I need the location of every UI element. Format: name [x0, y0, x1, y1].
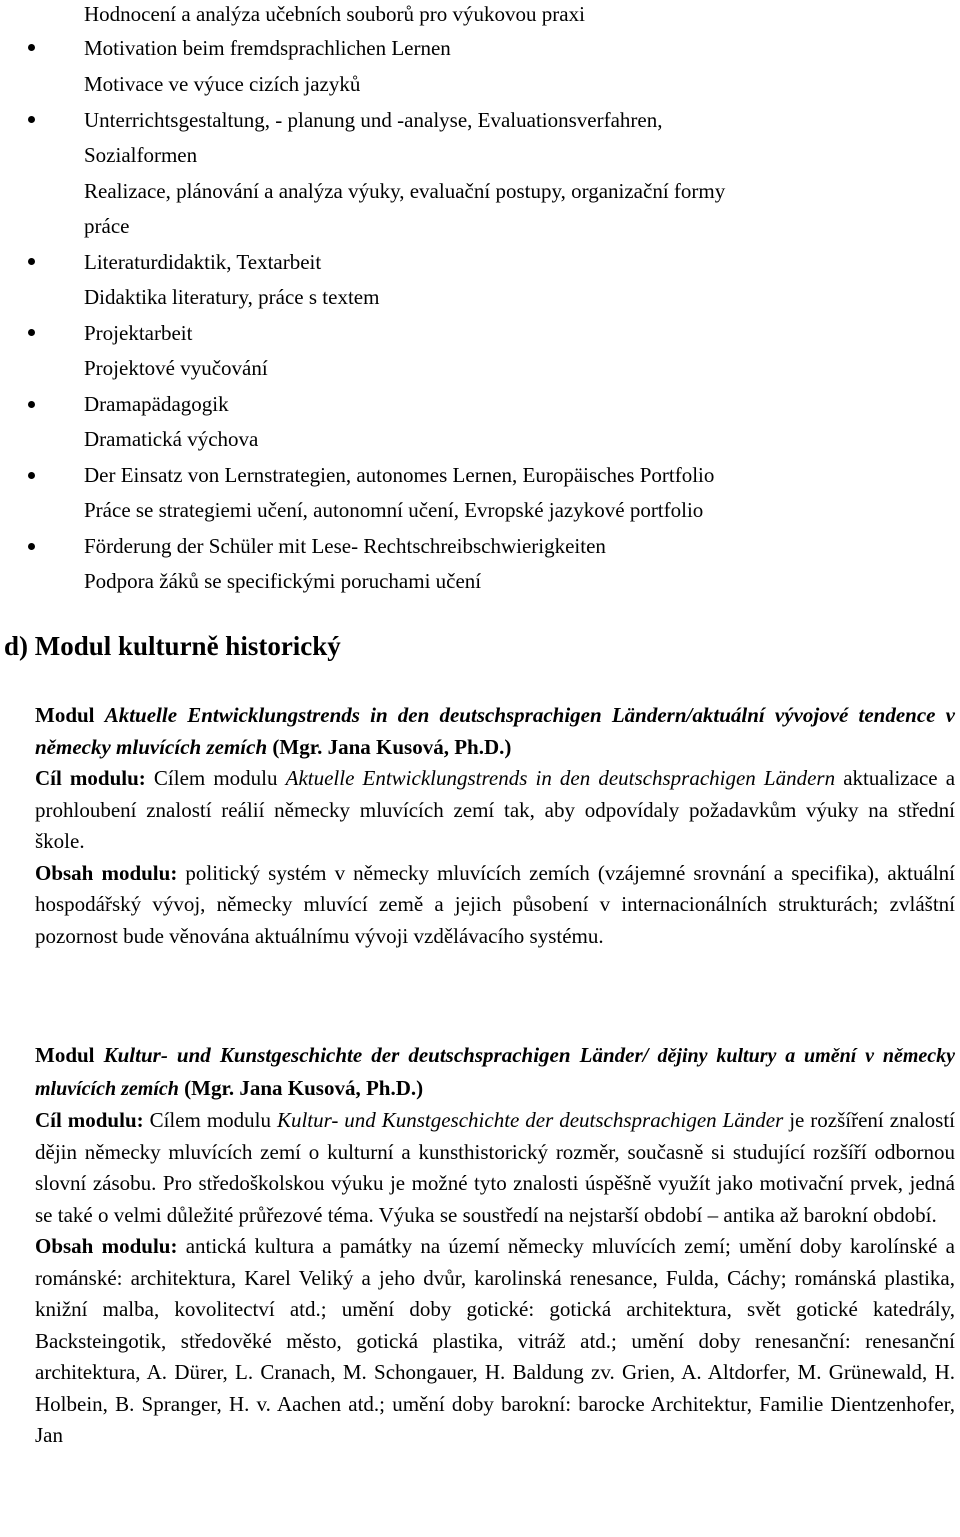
list-item: Podpora žáků se specifickými poruchami učení: [84, 569, 482, 593]
list-item: Hodnocení a analýza učebních souborů pro výukovou praxi: [84, 2, 585, 26]
goal-label: Cíl modulu:: [35, 1108, 144, 1132]
module-title: [35, 1040, 955, 1105]
module-goal: [35, 1105, 955, 1231]
list-item: Der Einsatz von Lernstrategien, autonomes Lernen, Europäisches Portfolio: [84, 463, 715, 487]
list-item: Unterrichtsgestaltung, - planung und -analyse, Evaluationsverfahren,: [84, 108, 663, 132]
modul-word: Modul: [35, 1043, 95, 1067]
list-item: Realizace, plánování a analýza výuky, evaluační postupy, organizační formy: [84, 179, 726, 203]
list-item: Literaturdidaktik, Textarbeit: [84, 250, 322, 274]
content-text: antická kultura a památky na území německy mluvících zemí; umění doby karolínské a románské: architektura, Karel Veliký a jeho dvůr, karolinská renesance, Fulda, Cáchy; románská plastika, knižní malba, kovolitectví atd.; umění doby gotické: gotická architektura, svět gotické katedrály, Backsteingotik, středověké město, gotická plastika, vitráž atd.; umění doby renesanční: renesanční architektura, A. Dürer, L. Cranach, M. Schongauer, H. Baldung zv. Grien, A. Altdorfer, M. Grünewald, H. Holbein, B. Spranger, H. v. Aachen atd.; umění doby barokní: barocke Architektur, Familie Dientzenhofer, Jan: [35, 1234, 955, 1447]
list-item: Dramatická výchova: [84, 427, 259, 451]
modul-word: Modul: [35, 703, 95, 727]
module-teacher: (Mgr. Jana Kusová, Ph.D.): [272, 734, 512, 759]
goal-label: Cíl modulu:: [35, 766, 146, 790]
list-item: Projektové vyučování: [84, 356, 268, 380]
section-heading: d) Modul kulturně historický: [4, 631, 341, 661]
list-item: Dramapädagogik: [84, 392, 229, 416]
list-item: Förderung der Schüler mit Lese- Rechtschreibschwierigkeiten: [84, 534, 606, 558]
content-label: Obsah modulu:: [35, 1234, 178, 1258]
module-title-text: Aktuelle Entwicklungstrends in den deutschsprachigen Ländern/aktuální vývojové tendence v německy mluvících zemích: [35, 703, 956, 759]
module-content: [35, 858, 955, 953]
module-teacher: (Mgr. Jana Kusová, Ph.D.): [184, 1075, 424, 1100]
bullet-icon: [28, 472, 35, 479]
content-label: Obsah modulu:: [35, 860, 178, 885]
bullet-icon: [28, 401, 35, 408]
module-title: [35, 700, 955, 763]
list-item: práce: [84, 214, 130, 238]
list-item: Motivation beim fremdsprachlichen Lernen: [84, 36, 451, 60]
goal-pre: Cílem modulu: [153, 766, 278, 790]
module-aktuelle-trends: [35, 700, 955, 952]
goal-title: Kultur- und Kunstgeschichte der deutschsprachigen Länder: [276, 1108, 784, 1132]
list-item: Motivace ve výuce cizích jazyků: [84, 72, 361, 96]
module-title-text: Kultur- und Kunstgeschichte der deutschsprachigen Länder/: [103, 1043, 649, 1067]
bullet-icon: [28, 543, 35, 550]
module-title-cz: dějiny kultury a umění v německy mluvících zemích: [35, 1045, 956, 1100]
list-item: Didaktika literatury, práce s textem: [84, 285, 380, 309]
goal-text: je rozšíření znalostí dějin německy mluvících zemí o kulturní a kunsthistorický rozměr, současně si studující rozšíří odbornou slovní zásobu. Pro středoškolskou výuku je možné tyto znalosti úspěšně využít jako motivační prvek, jedná se také o velmi důležité průřezové téma. Výuka se soustředí na nejstarší období – antika až barokní období.: [35, 1108, 956, 1227]
goal-title: Aktuelle Entwicklungstrends in den deutschsprachigen Ländern: [285, 766, 836, 790]
module-kultur-kunstgeschichte: [35, 1040, 955, 1452]
list-item: Práce se strategiemi učení, autonomní učení, Evropské jazykové portfolio: [84, 498, 704, 522]
module-content: [35, 1231, 955, 1452]
module-goal: [35, 763, 955, 858]
list-item: Sozialformen: [84, 143, 198, 167]
bullet-icon: [28, 116, 35, 123]
bullet-icon: [28, 329, 35, 336]
bullet-icon: [28, 258, 35, 265]
bullet-icon: [28, 44, 35, 51]
list-item: Projektarbeit: [84, 321, 193, 345]
content-text: politický systém v německy mluvících zemích (vzájemné srovnání a specifika), aktuální hospodářský vývoj, německy mluvící země a jejich působení v internacionálních strukturách; zvláštní pozornost bude věnována aktuálnímu vývoji vzdělávacího systému.: [35, 860, 955, 948]
goal-pre: Cílem modulu: [149, 1108, 271, 1132]
goal-text: aktualizace a prohloubení znalostí reálií německy mluvících zemí tak, aby odpovídaly požadavkům výuky na střední škole.: [35, 766, 956, 853]
